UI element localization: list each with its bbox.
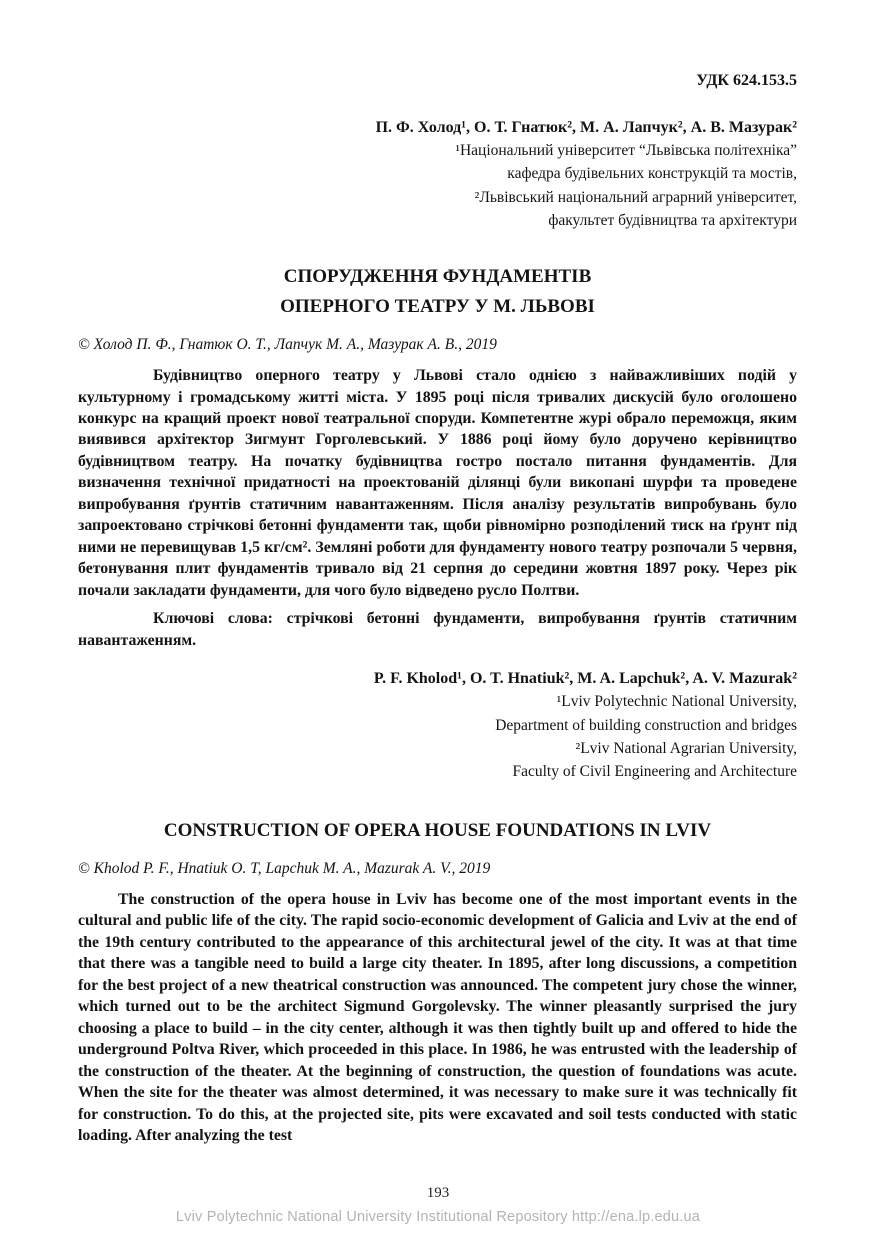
authors-en: P. F. Kholod¹, O. T. Hnatiuk², M. A. Lapchuk², A. V. Mazurak² (373, 670, 797, 688)
article-title-ua-line2: ОПЕРНОГО ТЕАТРУ У М. ЛЬВОВІ (280, 295, 595, 317)
affiliation-en-3: ²Lviv National Agrarian University, (575, 739, 797, 757)
authors-ua: П. Ф. Холод¹, О. Т. Гнатюк², М. А. Лапчук², А. В. Мазурак² (375, 119, 797, 136)
affiliation-en-1: ¹Lviv Polytechnic National University, (556, 693, 797, 711)
article-title-ua-line1: СПОРУДЖЕННЯ ФУНДАМЕНТІВ (283, 266, 592, 288)
authors-block-en (78, 667, 797, 783)
affiliation-ua-4: факультет будівництва та архітектури (548, 211, 797, 229)
affiliation-ua-3: ²Львівський національний аграрний університет, (474, 188, 797, 206)
article-title-ua (78, 262, 797, 321)
keywords-ua: Ключові слова: стрічкові бетонні фундаменти, випробування ґрунтів статичним навантаженням. (78, 610, 797, 649)
abstract-ua: Будівництво оперного театру у Львові стало однією з найважливіших подій у культурному і громадському житті міста. У 1895 році після тривалих дискусій було оголошено конкурс на кращий проект нової театральної споруди. Компетентне журі обрало переможця, яким виявився архітектор Зигмунт Горголевський. У 1886 році йому було доручено керівництво будівництвом театру. На початку будівництва гостро постало питання фундаментів. Для визначення технічної придатності на проектованій ділянці були викопані шурфи та проведене випробування ґрунтів статичним навантаженням. Після аналізу результатів випробувань було запроектовано стрічкові бетонні фундаменти так, щоби рівномірно розподілений тиск на ґрунт під ними не перевищував 1,5 кг/см². Земляні роботи для фундаменту нового театру розпочали 5 червня, бетонування плит фундаментів тривало від 21 серпня до середини жовтня 1897 року. Через рік почали закладати фундаменти, для чого було відведено русло Полтви. (78, 367, 797, 599)
copyright-ua: © Холод П. Ф., Гнатюк О. Т., Лапчук М. А., Мазурак А. В., 2019 (78, 336, 497, 354)
repository-footer: Lviv Polytechnic National University Institutional Repository http://ena.lp.edu.ua (175, 1209, 701, 1225)
udc-code: УДК 624.153.5 (696, 72, 797, 89)
authors-block-ua (78, 116, 797, 232)
affiliation-ua-1: ¹Національний університет “Львівська політехніка” (455, 142, 797, 160)
affiliation-en-2: Department of building construction and bridges (495, 716, 797, 734)
abstract-en: The construction of the opera house in Lviv has become one of the most important events in the cultural and public life of the city. The rapid socio-economic development of Galicia and Lviv at the end of the 19th century contributed to the appearance of this architectural jewel of the city. It was at that time that there was a tangible need to build a large city theater. In 1895, after long discussions, a competition for the best project of a new theatrical construction was announced. The competent jury chose the winner, which turned out to be the architect Sigmund Gorgolevsky. The winner pleasantly surprised the jury choosing a place to build – in the city center, although it was then tightly built up and offered to hide the underground Poltva River, which proceeded in this place. In 1986, he was entrusted with the leadership of the construction of the theater. At the beginning of construction, the question of foundations was acute. When the site for the theater was almost determined, it was necessary to make sure it was technically fit for construction. To do this, at the projected site, pits were excavated and soil tests conducted with static loading. After analyzing the test (78, 890, 797, 1145)
page-number: 193 (426, 1185, 450, 1201)
affiliation-ua-2: кафедра будівельних конструкцій та мостів, (507, 165, 797, 183)
article-title-en: CONSTRUCTION OF OPERA HOUSE FOUNDATIONS IN LVIV (163, 820, 712, 842)
affiliation-en-4: Faculty of Civil Engineering and Architecture (512, 763, 797, 781)
copyright-en: © Kholod P. F., Hnatiuk O. T, Lapchuk M. A., Mazurak A. V., 2019 (78, 859, 491, 877)
